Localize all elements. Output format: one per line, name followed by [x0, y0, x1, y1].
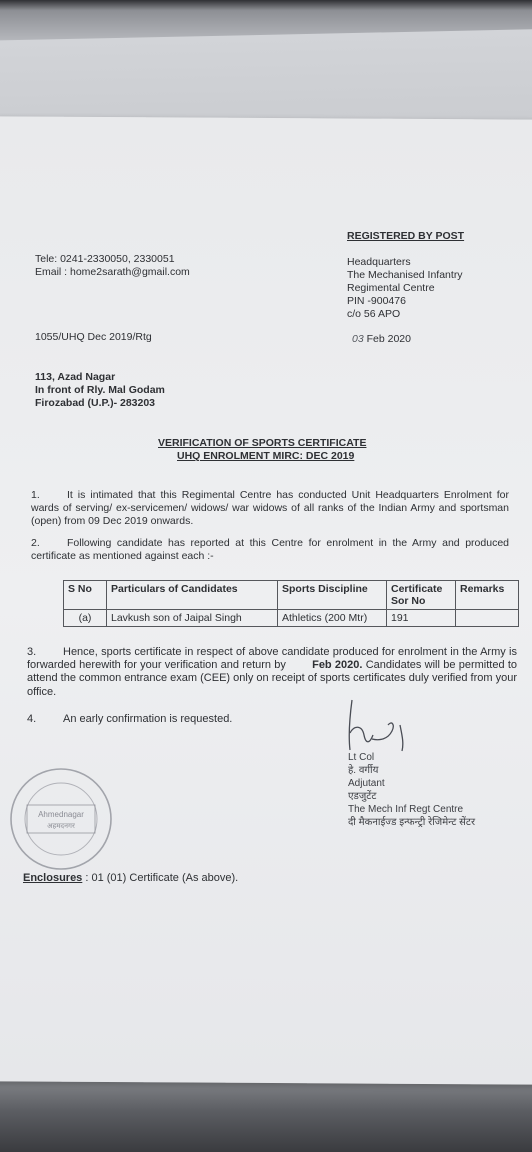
stamp-text: Ahmednagar [38, 810, 84, 819]
address-line: The Mechanised Infantry [347, 269, 463, 281]
subject-line-1: VERIFICATION OF SPORTS CERTIFICATE [158, 437, 367, 449]
recipient-line: 113, Azad Nagar [35, 371, 116, 383]
letter-date [352, 333, 411, 346]
address-line: Headquarters [347, 256, 411, 268]
enclosures-line [23, 872, 238, 885]
column-header: Certificate Sor No [387, 581, 456, 610]
email-line: Email : home2sarath@gmail.com [35, 266, 190, 278]
date-day-handwritten: 03 [352, 333, 364, 345]
office-seal-stamp [5, 765, 117, 873]
table-cell [456, 610, 519, 627]
paragraph-2 [31, 537, 509, 563]
date-month-year: Feb 2020 [366, 333, 411, 345]
table-cell: Athletics (200 Mtr) [278, 610, 387, 627]
stamp-text-hindi: अहमदनगर [47, 823, 75, 830]
address-line: Regimental Centre [347, 282, 435, 294]
address-line: c/o 56 APO [347, 308, 401, 320]
enclosures-label: Enclosures [23, 872, 83, 884]
table-header-row [64, 581, 519, 610]
paragraph-3 [27, 646, 517, 699]
paragraph-text: It is intimated that this Regimental Centre has conducted Unit Headquarters Enrolment for wards of serving/ ex-servicemen/ widows/ war widows of all ranks of the Indian Army and sportsman (open) from 09 Dec 2019 onwards. [31, 489, 509, 527]
table-row [64, 610, 519, 627]
paragraph-text-b: Candidates will be permitted to attend the common entrance exam (CEE) only on receipt of sports certificates duly verified from your office. [27, 659, 518, 698]
paragraph-number: 2. [31, 537, 40, 549]
signature-name: हे. वर्गीय [348, 765, 379, 776]
signature-unit: The Mech Inf Regt Centre [348, 804, 464, 815]
column-header: Sports Discipline [278, 581, 387, 610]
telephone-line: Tele: 0241-2330050, 2330051 [35, 253, 175, 265]
paragraph-text-a: Hence, sports certificate in respect of above candidate produced for enrolment in the Army is forwarded herewith for your verification and return by [27, 646, 517, 672]
paragraph-1 [31, 489, 509, 527]
signature-unit-hindi: दी मैकनाईज्ड इन्फन्ट्री रेजिमेन्ट सेंटर [348, 817, 476, 828]
signature-appointment: Adjutant [348, 778, 385, 789]
paragraph-number: 4. [27, 713, 37, 725]
table-cell: Lavkush son of Jaipal Singh [107, 610, 278, 627]
paragraph-return-date: Feb 2020. [312, 659, 363, 672]
enclosures-text: : 01 (01) Certificate (As above). [82, 872, 239, 884]
column-header: Remarks [456, 581, 519, 610]
paragraph-text: An early confirmation is requested. [63, 713, 233, 725]
signature-rank: Lt Col [348, 752, 375, 763]
paragraph-number: 1. [31, 489, 40, 501]
address-line: PIN -900476 [347, 295, 406, 307]
candidate-table [63, 580, 519, 627]
column-header: S No [64, 581, 107, 610]
recipient-line: Firozabad (U.P.)- 283203 [35, 397, 156, 409]
signature-appointment-hindi: एडजुटेंट [348, 791, 377, 802]
registered-by-post: REGISTERED BY POST [347, 230, 465, 242]
signature-scribble [340, 695, 420, 757]
table-cell: (a) [64, 610, 107, 627]
column-header: Particulars of Candidates [107, 581, 278, 610]
reference-number: 1055/UHQ Dec 2019/Rtg [35, 331, 152, 343]
subject-line-2: UHQ ENROLMENT MIRC: DEC 2019 [177, 450, 355, 462]
paragraph-number: 3. [27, 646, 37, 658]
table-cell: 191 [387, 610, 456, 627]
paragraph-text: Following candidate has reported at this Centre for enrolment in the Army and produced certificate as mentioned against each :- [31, 537, 509, 562]
recipient-line: In front of Rly. Mal Godam [35, 384, 165, 396]
